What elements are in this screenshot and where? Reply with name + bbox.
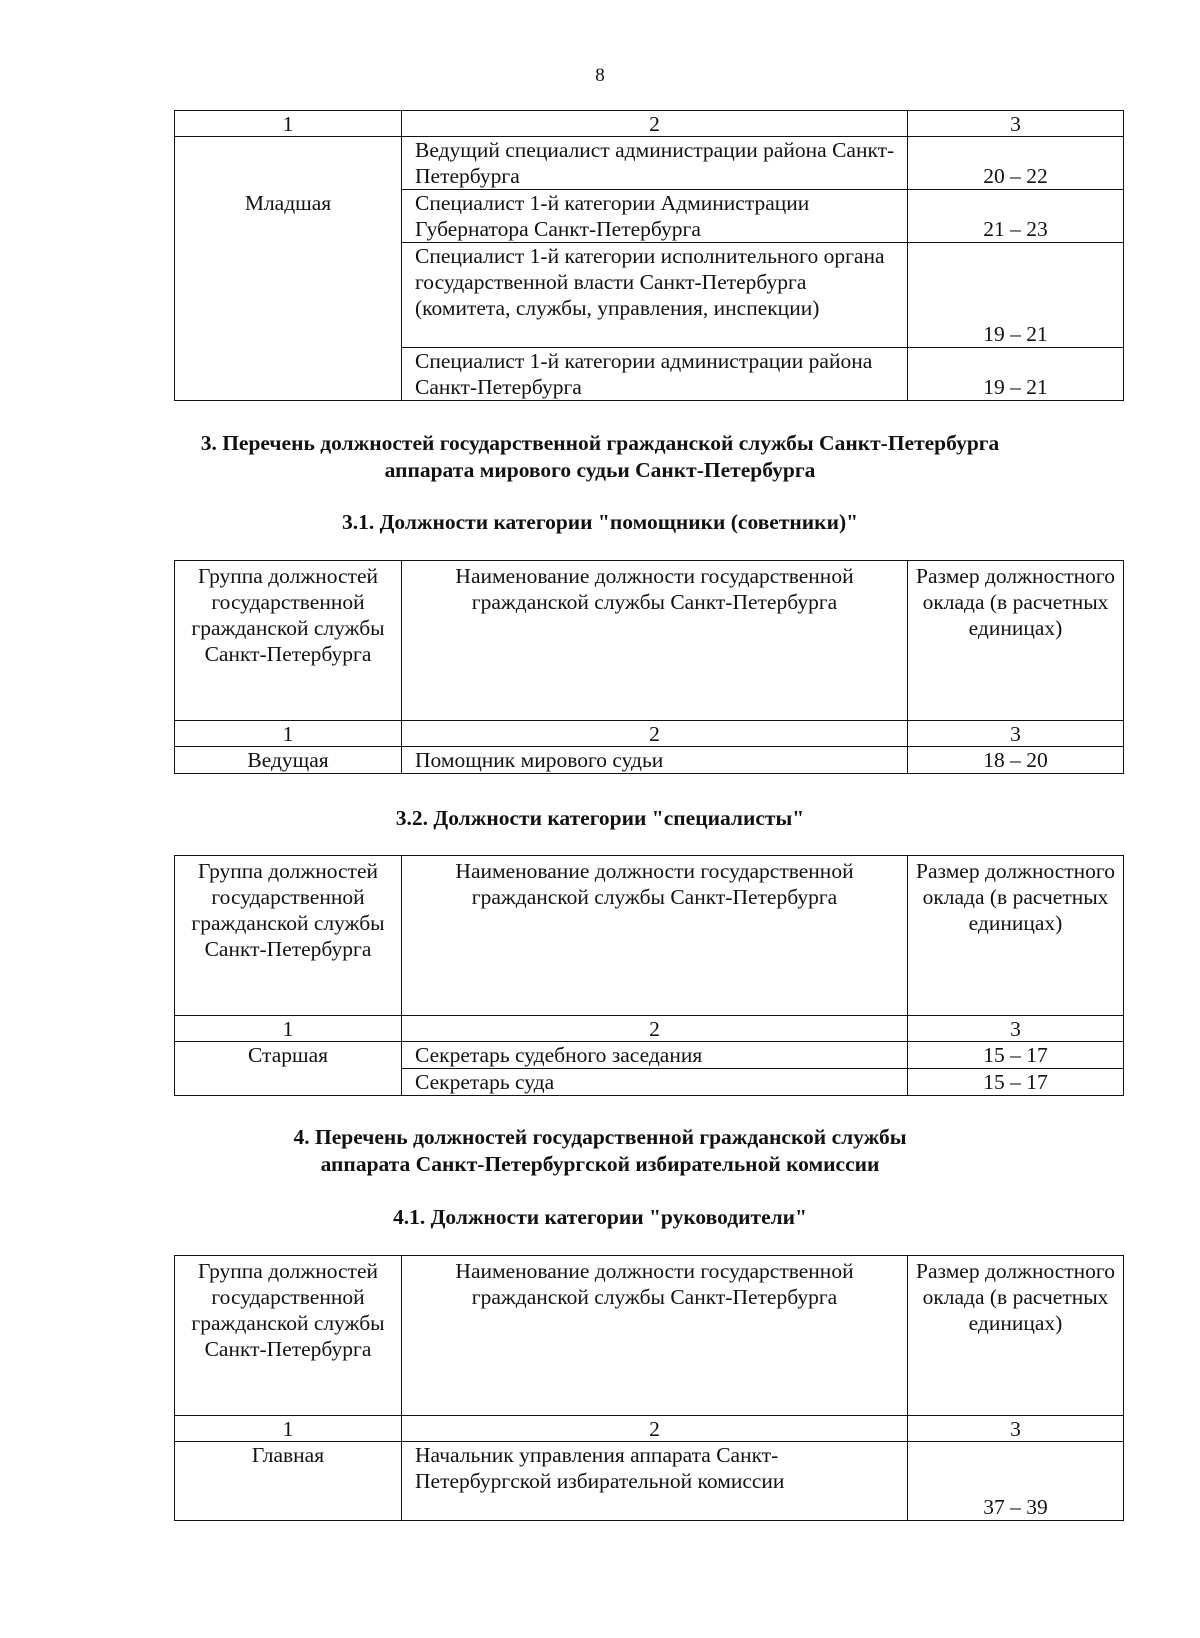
section-3-heading: 3. Перечень должностей государственной гражданской службы Санкт-Петербурга аппарата мирового судьи Санкт-Петербурга xyxy=(200,431,1000,482)
position-name: Секретарь судебного заседания xyxy=(402,1042,908,1069)
group-label: Ведущая xyxy=(175,747,402,774)
group-label: Старшая xyxy=(175,1042,402,1069)
section-4-1-heading: 4.1. Должности категории "руководители" xyxy=(392,1205,807,1229)
table-row xyxy=(175,1042,1124,1069)
table-3-1 xyxy=(174,560,1124,774)
header-salary: Размер должностного оклада (в расчетных единицах) xyxy=(908,856,1124,1016)
header-salary: Размер должностного оклада (в расчетных единицах) xyxy=(908,561,1124,721)
position-name: Специалист 1-й категории администрации района Санкт-Петербурга xyxy=(402,348,908,401)
group-label: Главная xyxy=(175,1442,402,1521)
salary-range: 20 – 22 xyxy=(908,137,1124,190)
table-row xyxy=(175,243,1124,348)
group-label: Младшая xyxy=(175,190,402,243)
column-number-row: 1 2 3 xyxy=(175,721,1124,747)
header-position: Наименование должности государственной гражданской службы Санкт-Петербурга xyxy=(402,856,908,1016)
table-4-1 xyxy=(174,1255,1124,1521)
table-header-row xyxy=(175,1256,1124,1416)
header-group: Группа должностей государственной гражданской службы Санкт-Петербурга xyxy=(175,1256,402,1416)
section-4-heading: 4. Перечень должностей государственной гражданской службы аппарата Санкт-Петербургской избирательной комиссии xyxy=(293,1125,907,1176)
table-header-row xyxy=(175,856,1124,1016)
header-salary: Размер должностного оклада (в расчетных единицах) xyxy=(908,1256,1124,1416)
header-group: Группа должностей государственной гражданской службы Санкт-Петербурга xyxy=(175,561,402,721)
position-name: Специалист 1-й категории исполнительного органа государственной власти Санкт-Петербурга (комитета, службы, управления, инспекции) xyxy=(402,243,908,348)
col-number-3: 3 xyxy=(908,111,1124,137)
table-header-row xyxy=(175,561,1124,721)
salary-range: 15 – 17 xyxy=(908,1042,1124,1069)
col-number-1: 1 xyxy=(175,111,402,137)
col-number-2: 2 xyxy=(402,111,908,137)
salary-range: 21 – 23 xyxy=(908,190,1124,243)
table-continued-junior xyxy=(174,110,1124,401)
header-position: Наименование должности государственной гражданской службы Санкт-Петербурга xyxy=(402,1256,908,1416)
table-row xyxy=(175,747,1124,774)
table-row xyxy=(175,190,1124,243)
page-number: 8 xyxy=(595,65,605,86)
header-group: Группа должностей государственной гражданской службы Санкт-Петербурга xyxy=(175,856,402,1016)
table-row xyxy=(175,137,1124,190)
table-row xyxy=(175,1442,1124,1521)
table-row xyxy=(175,348,1124,401)
table-3-2 xyxy=(174,855,1124,1096)
position-name: Помощник мирового судьи xyxy=(402,747,908,774)
salary-range: 37 – 39 xyxy=(908,1442,1124,1521)
header-position: Наименование должности государственной гражданской службы Санкт-Петербурга xyxy=(402,561,908,721)
column-number-row: 1 2 3 xyxy=(175,1016,1124,1042)
position-name: Начальник управления аппарата Санкт-Петербургской избирательной комиссии xyxy=(402,1442,908,1521)
salary-range: 19 – 21 xyxy=(908,348,1124,401)
section-3-1-heading: 3.1. Должности категории "помощники (советники)" xyxy=(341,510,859,534)
table-row xyxy=(175,1069,1124,1096)
position-name: Специалист 1-й категории Администрации Губернатора Санкт-Петербурга xyxy=(402,190,908,243)
column-number-row xyxy=(175,111,1124,137)
position-name: Секретарь суда xyxy=(402,1069,908,1096)
salary-range: 15 – 17 xyxy=(908,1069,1124,1096)
salary-range: 18 – 20 xyxy=(908,747,1124,774)
position-name: Ведущий специалист администрации района Санкт-Петербурга xyxy=(402,137,908,190)
column-number-row: 1 2 3 xyxy=(175,1416,1124,1442)
salary-range: 19 – 21 xyxy=(908,243,1124,348)
section-3-2-heading: 3.2. Должности категории "специалисты" xyxy=(395,806,805,830)
